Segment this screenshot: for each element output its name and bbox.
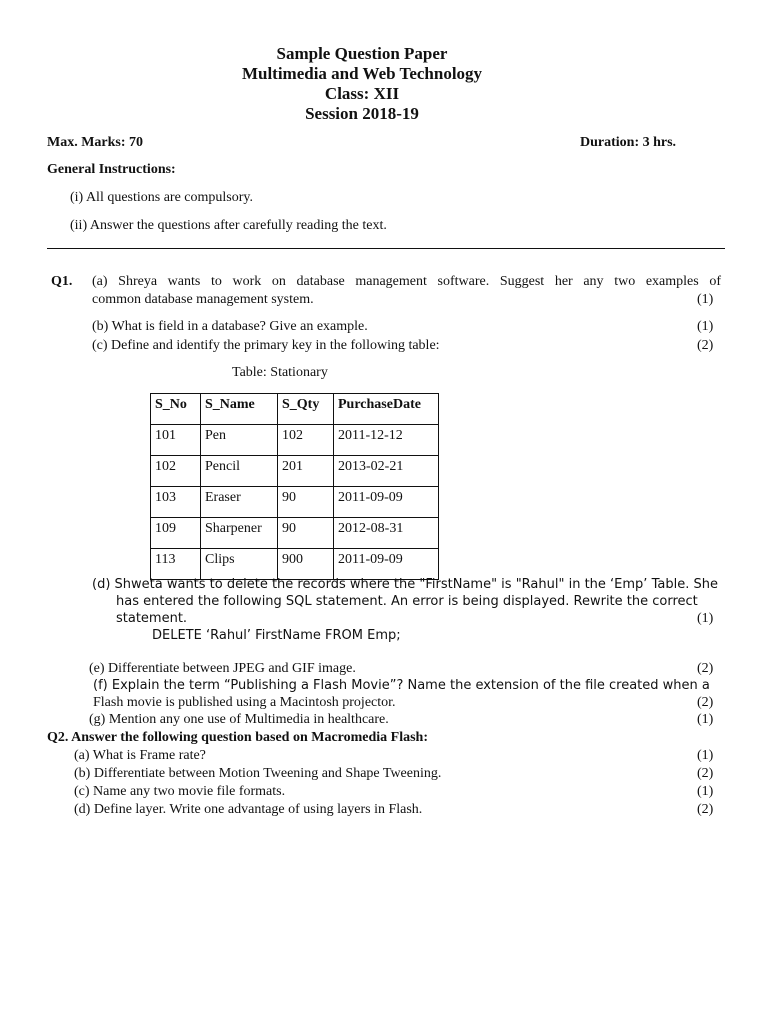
table-cell: 109 [151, 518, 201, 549]
stationary-table [150, 393, 439, 580]
q2-item-marks: (1) [697, 748, 714, 763]
q1g-text: (g) Mention any one use of Multimedia in healthcare. [89, 712, 389, 727]
table-header-cell: S_Qty [278, 394, 334, 425]
instructions-heading: General Instructions: [47, 162, 176, 177]
table-cell: 2011-12-12 [334, 425, 439, 456]
table-header-cell: S_Name [201, 394, 278, 425]
q1d-sql: DELETE ‘Rahul’ FirstName FROM Emp; [152, 628, 401, 643]
q1c-text: (c) Define and identify the primary key in the following table: [92, 338, 440, 353]
q1c-marks: (2) [697, 338, 714, 353]
q1d-line3: statement. [116, 611, 188, 626]
table-cell: 2011-09-09 [334, 487, 439, 518]
table-row [151, 456, 439, 487]
table-header-cell: S_No [151, 394, 201, 425]
table-cell: 102 [278, 425, 334, 456]
table-row [151, 487, 439, 518]
q1a-line1: (a) Shreya wants to work on database management software. Suggest her any two examples of [92, 274, 721, 289]
instruction-item: (i) All questions are compulsory. [70, 190, 254, 205]
q1e-text: (e) Differentiate between JPEG and GIF image. [89, 661, 356, 676]
q2-item-marks: (1) [697, 784, 714, 799]
table-cell: 103 [151, 487, 201, 518]
table-cell: 90 [278, 518, 334, 549]
q2-item: (d) Define layer. Write one advantage of using layers in Flash. [74, 802, 423, 817]
q1g-marks: (1) [697, 712, 714, 727]
table-row [151, 549, 439, 580]
paper-session: Session 2018-19 [305, 104, 419, 123]
table-cell: Pen [201, 425, 278, 456]
q1-label: Q1. [51, 274, 73, 289]
q1f-line2: Flash movie is published using a Macintosh projector. [93, 695, 396, 710]
table-cell: 2013-02-21 [334, 456, 439, 487]
q2-item: (b) Differentiate between Motion Tweening and Shape Tweening. [74, 766, 442, 781]
table-cell: Eraser [201, 487, 278, 518]
q1f-line1: (f) Explain the term “Publishing a Flash Movie”? Name the extension of the file created when a [93, 678, 710, 693]
q2-item: (c) Name any two movie file formats. [74, 784, 286, 799]
table-cell: 900 [278, 549, 334, 580]
divider [47, 248, 725, 249]
table-cell: 90 [278, 487, 334, 518]
table-cell: 102 [151, 456, 201, 487]
q1b-text: (b) What is field in a database? Give an example. [92, 319, 368, 334]
table-row [151, 425, 439, 456]
table-cell: Clips [201, 549, 278, 580]
q1a-line2: common database management system. [92, 292, 314, 307]
table-cell: 2012-08-31 [334, 518, 439, 549]
table-header-cell: PurchaseDate [334, 394, 439, 425]
q2-item: (a) What is Frame rate? [74, 748, 206, 763]
table-cell: 101 [151, 425, 201, 456]
table-cell: Sharpener [201, 518, 278, 549]
q1a-marks: (1) [697, 292, 714, 307]
max-marks: Max. Marks: 70 [47, 135, 144, 150]
q2-heading: Q2. Answer the following question based on Macromedia Flash: [47, 730, 429, 745]
q2-item-marks: (2) [697, 802, 714, 817]
q1d-line1: (d) Shweta wants to delete the records where the "FirstName" is "Rahul" in the ‘Emp’ Table. She [92, 577, 718, 592]
q2-item-marks: (2) [697, 766, 714, 781]
q1e-marks: (2) [697, 661, 714, 676]
table-cell: 2011-09-09 [334, 549, 439, 580]
q1f-marks: (2) [697, 695, 714, 710]
table-cell: Pencil [201, 456, 278, 487]
q1b-marks: (1) [697, 319, 714, 334]
duration: Duration: 3 hrs. [580, 135, 677, 150]
table-cell: 113 [151, 549, 201, 580]
instruction-item: (ii) Answer the questions after carefully reading the text. [70, 218, 387, 233]
q1d-line2: has entered the following SQL statement. An error is being displayed. Rewrite the correct [116, 594, 698, 609]
paper-subject: Multimedia and Web Technology [241, 64, 483, 83]
paper-title: Sample Question Paper [276, 44, 448, 63]
paper-class: Class: XII [324, 84, 400, 103]
table-row [151, 518, 439, 549]
table-cell: 201 [278, 456, 334, 487]
table-header-row [151, 394, 439, 425]
table-caption: Table: Stationary [232, 365, 328, 380]
q1d-marks: (1) [697, 611, 714, 626]
